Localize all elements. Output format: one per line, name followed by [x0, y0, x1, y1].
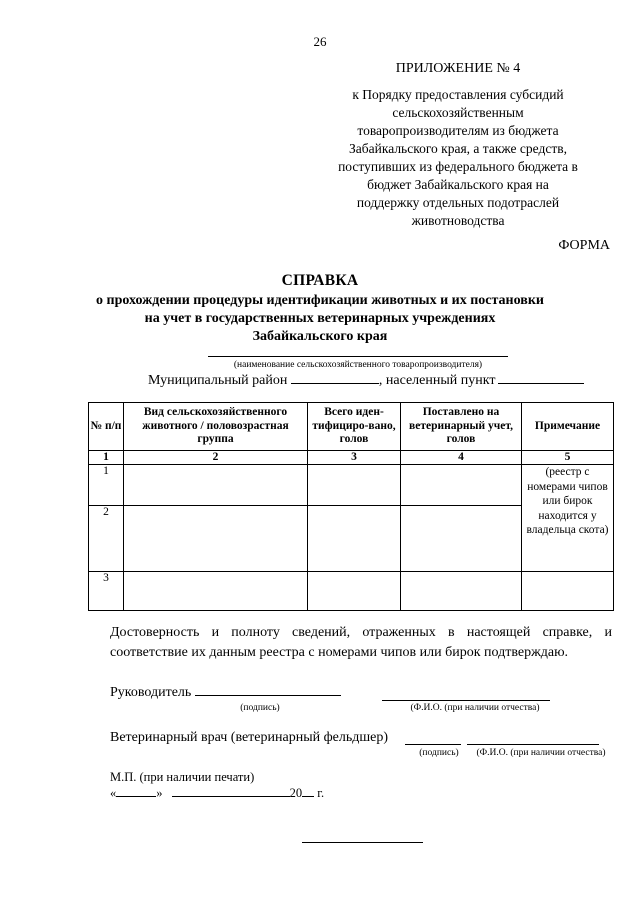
appendix-line: Забайкальского края, а также средств, — [349, 141, 567, 156]
animal-type-cell[interactable] — [124, 506, 308, 572]
appendix-line: бюджет Забайкальского края на — [367, 177, 549, 192]
appendix-line: поддержку отдельных подотраслей — [356, 195, 560, 210]
confirmation-text: Достоверность и полноту сведений, отраженных в настоящей справке, и соответствие их данным реестра с номерами чипов или бирок подтверждаю. — [110, 625, 612, 660]
appendix-line: сельскохозяйственным — [392, 105, 524, 120]
date-open-quote: « — [110, 786, 117, 800]
row-number: 1 — [89, 465, 124, 506]
head-name-hint: (Ф.И.О. (при наличии отчества) — [410, 703, 540, 713]
registered-cell[interactable] — [401, 506, 522, 572]
district-field[interactable] — [291, 383, 379, 384]
identification-table — [88, 402, 614, 611]
producer-name-field[interactable] — [208, 356, 508, 357]
vet-label: Ветеринарный врач (ветеринарный фельдшер) — [110, 730, 389, 745]
appendix-title: ПРИЛОЖЕНИЕ № 4 — [395, 61, 521, 76]
table-row — [89, 465, 614, 506]
location-line — [148, 373, 584, 389]
column-number: 3 — [308, 451, 401, 465]
identified-cell[interactable] — [308, 572, 401, 611]
column-number: 4 — [401, 451, 522, 465]
header-identified: Всего иден-тифициро-вано, голов — [308, 403, 401, 451]
subtitle-line: Забайкальского края — [252, 329, 388, 344]
vet-signature-line — [110, 730, 388, 746]
subtitle-line: на учет в государственных ветеринарных учреждениях — [144, 311, 496, 326]
document-subtitle — [60, 292, 580, 346]
column-number-row — [89, 451, 614, 465]
head-signature-field[interactable] — [195, 695, 341, 696]
animal-type-cell[interactable] — [124, 465, 308, 506]
appendix-line: поступивших из федерального бюджета в — [338, 159, 578, 174]
column-number: 1 — [89, 451, 124, 465]
note-cell: (реестр с номерами чипов или бирок находится у владельца скота) — [522, 465, 614, 572]
head-signature-line — [110, 685, 341, 701]
form-label: ФОРМА — [558, 238, 610, 253]
column-number: 2 — [124, 451, 308, 465]
column-number: 5 — [522, 451, 614, 465]
settlement-label: , населенный пункт — [378, 373, 496, 388]
head-label: Руководитель — [110, 685, 192, 700]
vet-signature-field[interactable] — [405, 744, 461, 745]
row-number: 3 — [89, 572, 124, 611]
footer-divider — [302, 842, 423, 843]
animal-type-cell[interactable] — [124, 572, 308, 611]
stamp-label: М.П. (при наличии печати) — [110, 770, 255, 784]
date-year-prefix: 20 — [289, 786, 303, 800]
table-row — [89, 572, 614, 611]
table-header-row — [89, 403, 614, 451]
date-year-suffix: г. — [317, 786, 325, 800]
registered-cell[interactable] — [401, 465, 522, 506]
date-year-field[interactable] — [302, 796, 314, 797]
district-label: Муниципальный район — [148, 373, 288, 388]
appendix-line: к Порядку предоставления субсидий — [352, 87, 564, 102]
date-close-quote: » — [156, 786, 163, 800]
appendix-line: товаропроизводителям из бюджета — [357, 123, 559, 138]
appendix-line: животноводства — [411, 213, 505, 228]
document-title: СПРАВКА — [281, 272, 359, 289]
note-cell-empty[interactable] — [522, 572, 614, 611]
subtitle-line: о прохождении процедуры идентификации животных и их постановки — [96, 293, 544, 308]
page-number: 26 — [313, 34, 327, 49]
head-signature-hint: (подпись) — [240, 703, 280, 713]
appendix-description — [330, 86, 586, 230]
head-name-field[interactable] — [382, 700, 550, 701]
vet-name-field[interactable] — [467, 744, 599, 745]
header-registered: Поставлено на ветеринарный учет, голов — [401, 403, 522, 451]
row-number: 2 — [89, 506, 124, 572]
header-animal-type: Вид сельскохозяйственного животного / половозрастная группа — [124, 403, 308, 451]
vet-signature-hint: (подпись) — [419, 748, 459, 758]
producer-name-hint: (наименование сельскохозяйственного товаропроизводителя) — [233, 360, 483, 370]
registered-cell[interactable] — [401, 572, 522, 611]
date-day-field[interactable] — [116, 796, 156, 797]
date-month-field[interactable] — [172, 796, 290, 797]
header-number: № п/п — [89, 403, 124, 451]
settlement-field[interactable] — [498, 383, 584, 384]
vet-name-hint: (Ф.И.О. (при наличии отчества) — [476, 748, 606, 758]
date-line — [110, 786, 324, 801]
identified-cell[interactable] — [308, 465, 401, 506]
header-note: Примечание — [522, 403, 614, 451]
identified-cell[interactable] — [308, 506, 401, 572]
